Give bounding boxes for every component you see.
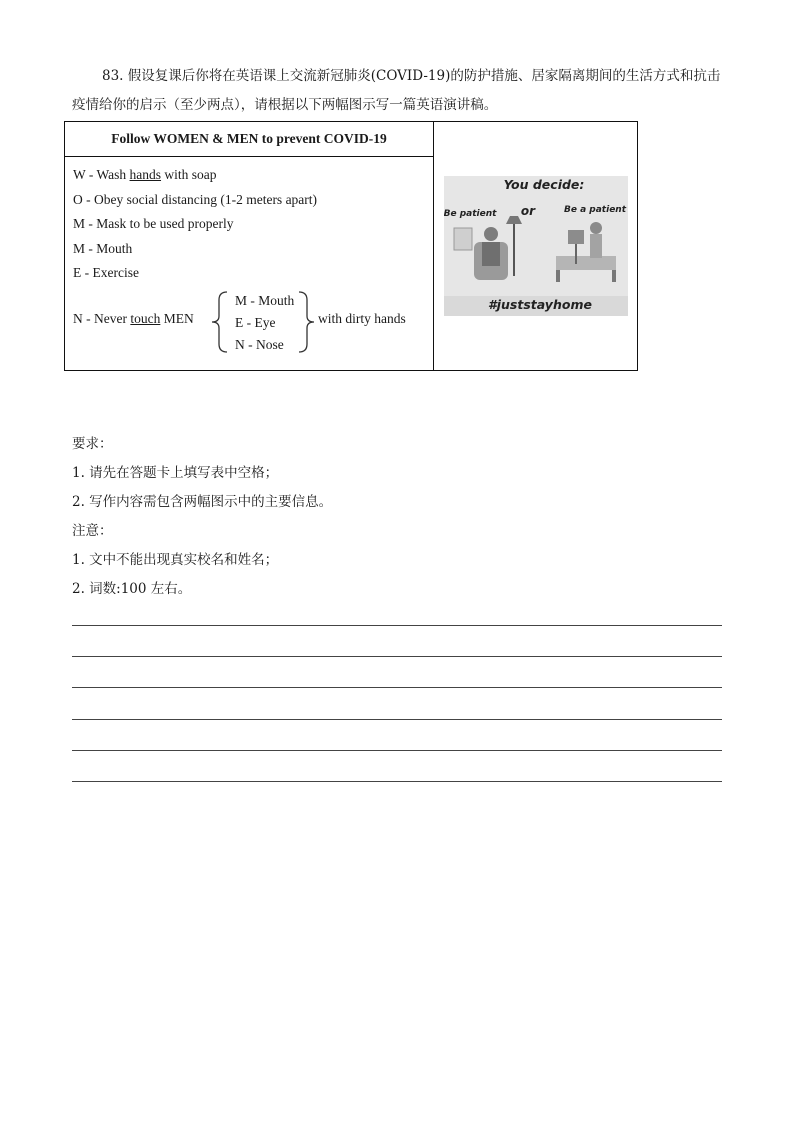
brace-item: M - Mouth [235,292,295,308]
line-m1: M - Mask to be used properly [73,216,234,231]
answer-line[interactable] [72,719,722,750]
answer-line[interactable] [72,656,722,687]
poster-title: You decide: [503,177,584,192]
answer-line[interactable] [72,750,722,781]
requirements-title: 要求： [72,436,113,452]
line-o: O - Obey social distancing (1-2 meters apart) [73,191,318,207]
blank-hands: hands [129,167,162,182]
answer-line[interactable] [72,625,722,656]
line-n-tail: with dirty hands [318,310,406,326]
requirement-item: 2. 写作内容需包含两幅图示中的主要信息。 [72,494,333,510]
you-decide-poster [444,176,628,316]
poster-right-label: Be a patient [563,205,626,215]
poster-hashtag: #juststayhome [487,297,592,312]
acronym-list [65,157,434,371]
answer-line[interactable] [72,687,722,718]
line-w: W - Wash hands with soap [73,167,217,182]
brace-item: E - Eye [235,314,276,330]
answer-lines [72,625,722,812]
brace-item: N - Nose [235,336,284,352]
line-m2: M - Mouth [73,240,133,256]
requirement-item: 1. 请先在答题卡上填写表中空格； [72,465,279,481]
question-prompt: 83. 假设复课后你将在英语课上交流新冠肺炎(COVID-19)的防护措施、居家隔离期间的生活方式和抗击疫情给你的启示（至少两点），请根据以下两幅图示写一篇英语演讲稿。 [72,68,721,113]
line-n-lead: N - Never touch MEN [73,310,194,326]
right-brace [295,290,319,354]
brace-items [235,290,294,356]
notes-title: 注意： [72,523,113,539]
task-table [64,121,638,371]
table-header: Follow WOMEN & MEN to prevent COVID-19 [65,122,434,157]
requirements [72,430,332,604]
answer-line[interactable] [72,781,722,812]
line-n [73,290,433,352]
note-item: 1. 文中不能出现真实校名和姓名； [72,552,279,568]
poster-or: or [520,204,535,218]
line-e: E - Exercise [73,265,139,280]
poster-cell [434,122,638,371]
note-item: 2. 词数:100 左右。 [72,581,192,597]
left-brace [207,290,231,354]
poster-left-label: Be patient [443,209,496,219]
blank-touch: touch [130,310,161,326]
